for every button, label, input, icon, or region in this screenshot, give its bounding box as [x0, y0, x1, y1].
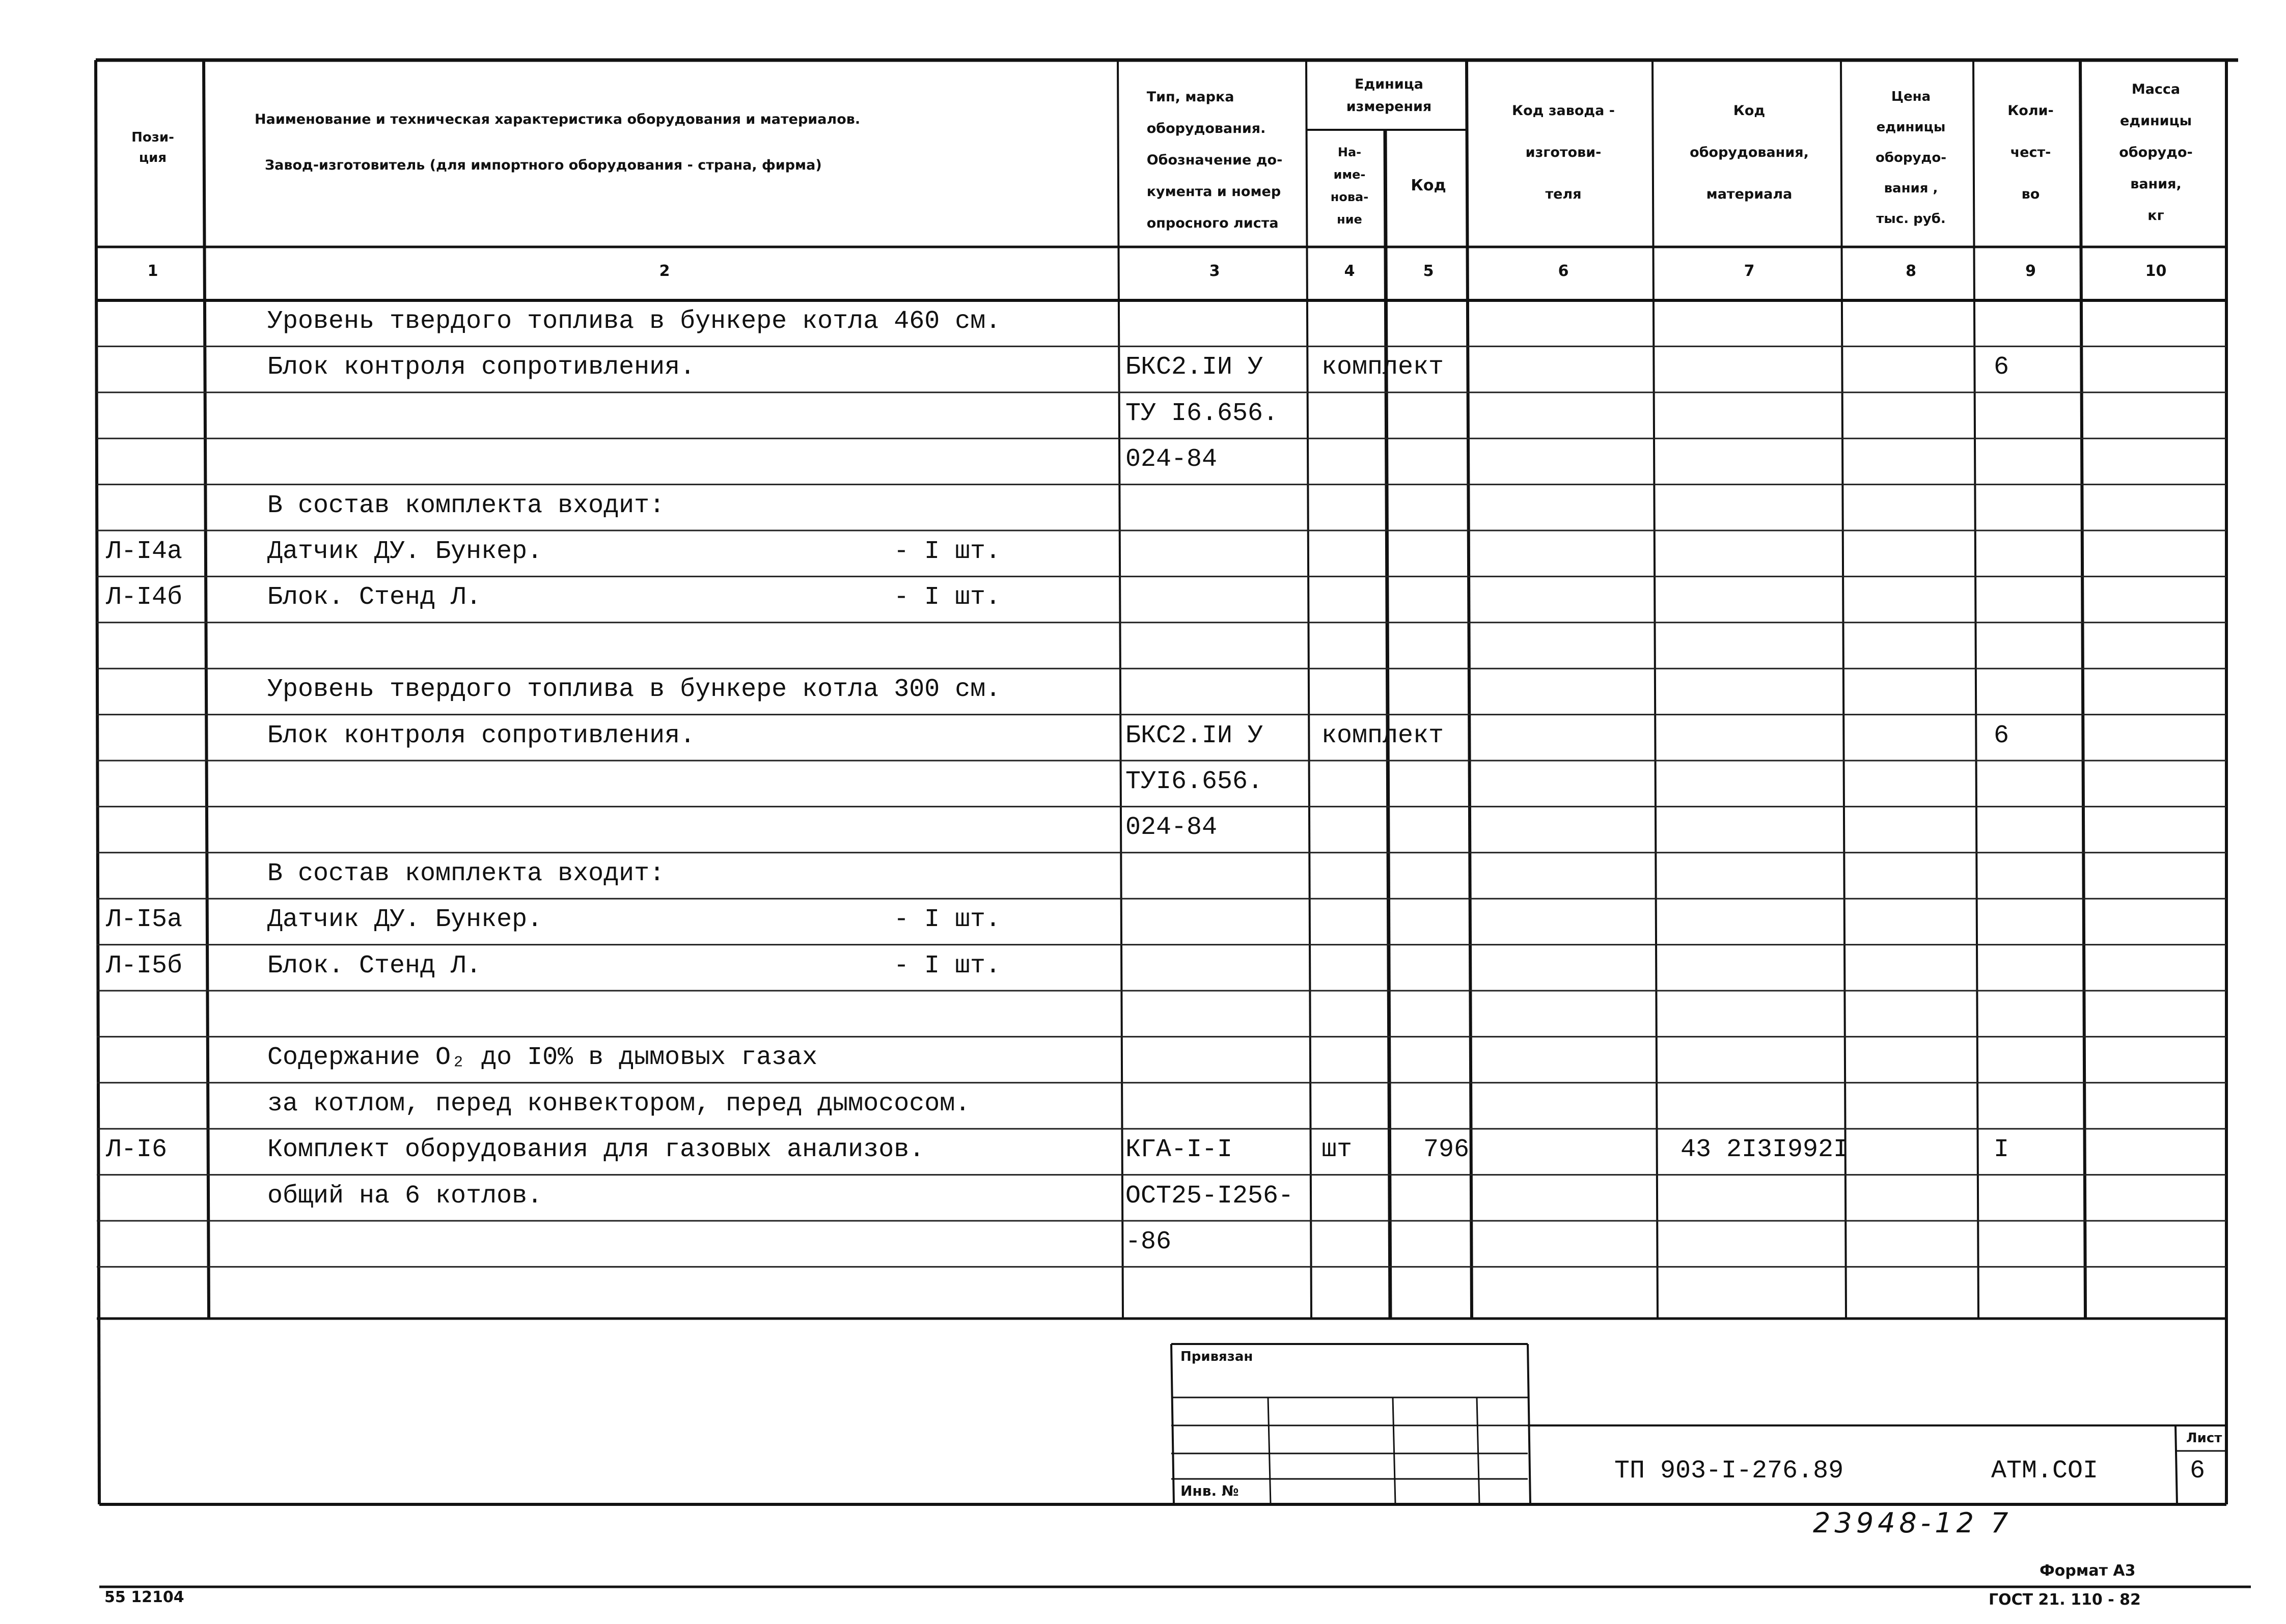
table-row [0, 905, 2226, 944]
cell-name: Датчик ДУ. Бункер. [267, 905, 543, 935]
colnum-2: 2 [659, 262, 670, 280]
cell-pos: Л-I4а [106, 537, 183, 566]
cell-type: 024-84 [1125, 813, 1218, 843]
table-row [0, 1227, 2226, 1267]
cell-name: Блок. Стенд Л. [267, 951, 482, 981]
colnum-5: 5 [1423, 262, 1434, 280]
cell-unit: комплект [1321, 721, 1444, 750]
colnum-10: 10 [2145, 262, 2167, 280]
table-row [0, 675, 2226, 714]
cell-type: -86 [1125, 1227, 1172, 1256]
header-quantity: Коли- чест- во [2007, 103, 2054, 202]
table-row [0, 444, 2226, 484]
cell-name: Уровень твердого топлива в бункере котла 300 см. [267, 675, 1001, 705]
cell-name: за котлом, перед конвектором, перед дымососом. [267, 1089, 971, 1118]
header-name-line2: Завод-изготовитель (для импортного оборудования - страна, фирма) [265, 157, 822, 173]
table-row [0, 997, 2226, 1037]
cell-type: 024-84 [1125, 445, 1218, 474]
table-row [0, 1089, 2226, 1129]
colnum-4: 4 [1344, 262, 1355, 280]
header-equipment-code: Код оборудования, материала [1690, 103, 1809, 202]
cell-type: КГА-I-I [1125, 1135, 1233, 1165]
table-row [0, 399, 2226, 438]
table-row [0, 629, 2226, 668]
table-row [0, 859, 2226, 899]
cell-type: ТУ I6.656. [1125, 399, 1279, 428]
cell-type: ОСТ25-I256- [1125, 1181, 1294, 1211]
cell-name-suffix: - I шт. [894, 905, 1001, 935]
cell-pos: Л-I5а [106, 905, 183, 935]
cell-name: Уровень твердого топлива в бункере котла 460 см. [267, 307, 1001, 336]
cell-name-suffix: - I шт. [894, 537, 1001, 566]
colnum-6: 6 [1558, 262, 1569, 280]
table-row [0, 813, 2226, 852]
cell-name: В состав комплекта входит: [267, 859, 665, 888]
left-code: 55 12104 [104, 1588, 184, 1606]
header-unit-name: На- име- нова- ние [1330, 145, 1369, 227]
table-row [0, 721, 2226, 761]
cell-type: БКС2.IИ У [1125, 721, 1263, 750]
table-row [0, 352, 2226, 392]
colnum-1: 1 [147, 262, 158, 280]
cell-name: Блок контроля сопротивления. [267, 721, 696, 750]
cell-pos: Л-I5б [106, 951, 183, 981]
table-row [0, 306, 2226, 346]
colnum-9: 9 [2025, 262, 2036, 280]
header-price: Цена единицы оборудо- вания , тыс. руб. [1875, 89, 1947, 227]
header-position: Пози- ция [131, 130, 174, 165]
cell-unit: шт [1321, 1135, 1353, 1165]
stamp-section: АТМ.COI [1991, 1457, 2099, 1486]
cell-name-suffix: - I шт. [894, 951, 1001, 981]
cell-qty: I [1994, 1135, 2009, 1165]
table-row [0, 767, 2226, 806]
format-label: Формат А3 [2040, 1562, 2136, 1580]
table-row [0, 582, 2226, 622]
stamp-inv-label: Инв. № [1180, 1482, 1239, 1499]
header-unit-code: Код [1411, 177, 1446, 194]
table-row [0, 491, 2226, 530]
cell-name: Содержание O₂ до I0% в дымовых газах [267, 1043, 818, 1073]
table-row [0, 1135, 2226, 1174]
colnum-3: 3 [1209, 262, 1220, 280]
table-row [0, 1181, 2226, 1221]
cell-name: Датчик ДУ. Бункер. [267, 537, 543, 566]
cell-name: Блок. Стенд Л. [267, 583, 482, 612]
cell-name: Блок контроля сопротивления. [267, 353, 696, 382]
gost-label: ГОСТ 21. 110 - 82 [1989, 1591, 2141, 1609]
handwritten-number: 23948-12 7 [1813, 1507, 2013, 1539]
header-factory-code: Код завода - изготови- теля [1512, 103, 1615, 202]
stamp-doc-code: ТП 903-I-276.89 [1614, 1457, 1844, 1486]
header-type: Тип, марка оборудования. Обозначение до- кумента и номер опросного листа [1146, 89, 1283, 231]
table-row [0, 537, 2226, 576]
table-row [0, 1043, 2226, 1082]
cell-type: БКС2.IИ У [1125, 353, 1263, 382]
cell-type: ТУI6.656. [1125, 767, 1263, 796]
header-unit-group: Единица измерения [1346, 76, 1432, 115]
stamp-bound-label: Привязан [1180, 1349, 1253, 1364]
cell-name-suffix: - I шт. [894, 583, 1001, 612]
cell-code: 796 [1423, 1135, 1470, 1165]
table-row [0, 951, 2226, 991]
header-name-line1: Наименование и техническая характеристика оборудования и материалов. [255, 111, 861, 127]
cell-name: В состав комплекта входит: [267, 491, 665, 520]
cell-unit: комплект [1321, 353, 1444, 382]
cell-pos: Л-I6 [106, 1135, 168, 1165]
cell-qty: 6 [1994, 353, 2009, 382]
cell-qty: 6 [1994, 721, 2009, 750]
colnum-8: 8 [1906, 262, 1916, 280]
cell-name: Комплект оборудования для газовых анализов. [267, 1135, 925, 1165]
cell-equip-code: 43 2I3I992I [1681, 1135, 1849, 1165]
stamp-sheet-number: 6 [2190, 1457, 2206, 1486]
table-row [0, 1273, 2226, 1312]
stamp-sheet-label: Лист [2186, 1431, 2222, 1446]
cell-name: общий на 6 котлов. [267, 1181, 543, 1211]
colnum-7: 7 [1744, 262, 1755, 280]
cell-pos: Л-I4б [106, 583, 183, 612]
header-mass: Масса единицы оборудо- вания, кг [2119, 81, 2193, 223]
